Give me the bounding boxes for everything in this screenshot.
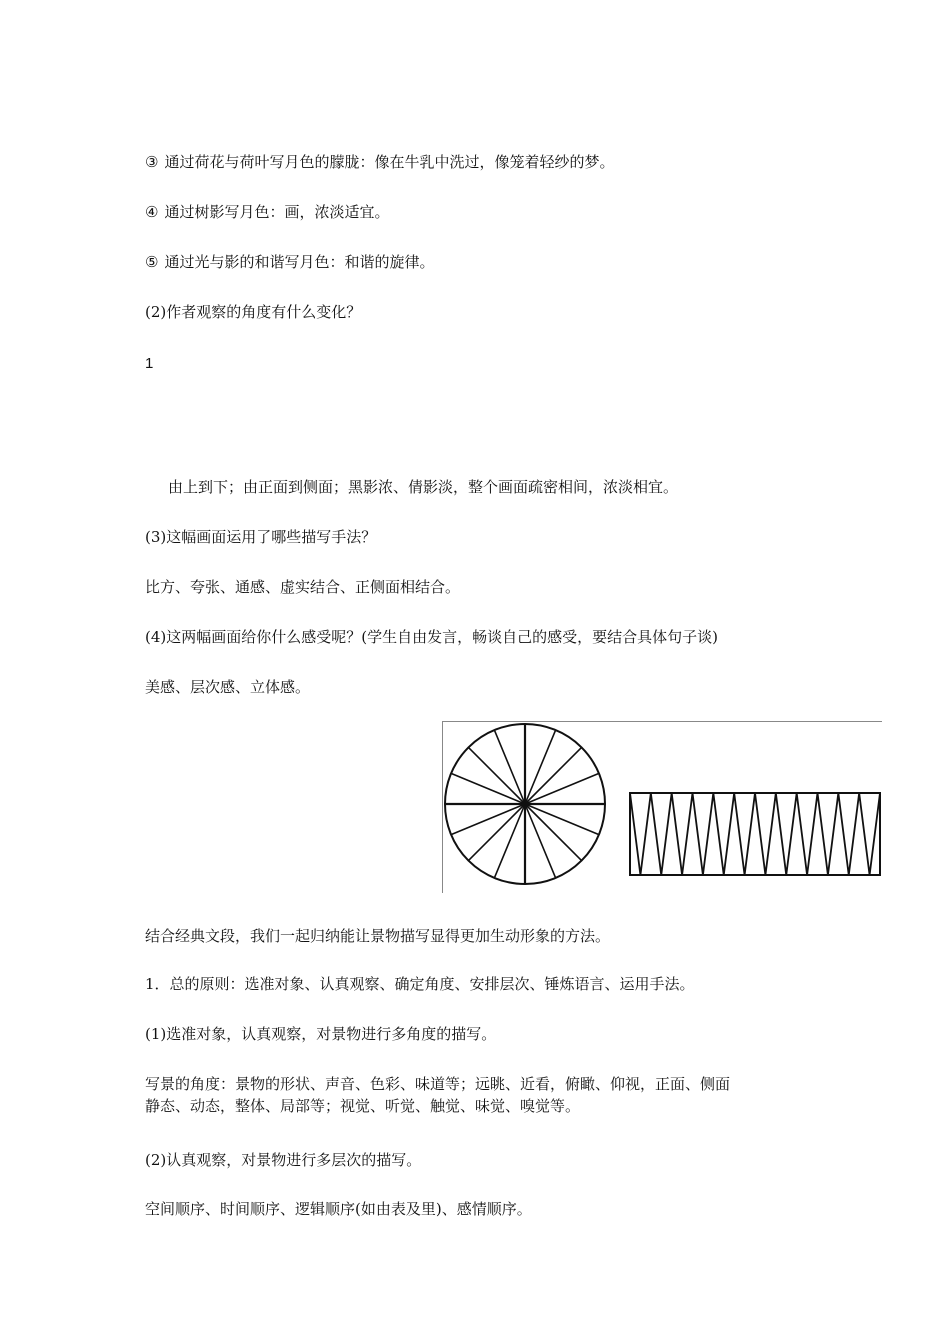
angles-line-2: 静态、动态，整体、局部等；视觉、听觉、触觉、味觉、嗅觉等。 xyxy=(145,1097,581,1115)
wheel-diagram xyxy=(445,724,605,884)
item-4 xyxy=(145,202,389,222)
point-2: (2)认真观察，对景物进行多层次的描写。 xyxy=(145,1151,422,1169)
orders: 空间顺序、时间顺序、逻辑顺序(如由表及里)、感情顺序。 xyxy=(145,1200,532,1218)
wheel-spoke xyxy=(468,804,525,861)
summary-intro: 结合经典文段，我们一起归纳能让景物描写显得更加生动形象的方法。 xyxy=(145,927,611,945)
item-4-text: 通过树影写月色：画，浓淡适宜。 xyxy=(164,203,390,221)
question-4: (4)这两幅画面给你什么感受呢？(学生自由发言，畅谈自己的感受，要结合具体句子谈) xyxy=(145,628,718,646)
principle: 1．总的原则：选准对象、认真观察、确定角度、安排层次、锤炼语言、运用手法。 xyxy=(145,975,695,993)
angles-paragraph xyxy=(145,1073,730,1117)
item-3-text: 通过荷花与荷叶写月色的朦胧：像在牛乳中洗过，像笼着轻纱的梦。 xyxy=(164,153,615,171)
question-2: (2)作者观察的角度有什么变化？ xyxy=(145,303,362,321)
wheel-spoke xyxy=(525,804,582,861)
answer-2: 由上到下；由正面到侧面；黑影浓、倩影淡，整个画面疏密相间，浓淡相宜。 xyxy=(168,478,679,496)
wheel-spoke xyxy=(468,747,525,804)
item-3-marker: ③ xyxy=(145,153,159,171)
page-number: 1 xyxy=(145,355,154,372)
item-3 xyxy=(145,152,614,172)
question-3: (3)这幅画面运用了哪些描写手法？ xyxy=(145,528,377,546)
item-4-marker: ④ xyxy=(145,203,159,221)
answer-3: 比方、夸张、通感、虚实结合、正侧面相结合。 xyxy=(145,578,461,596)
wheel-and-zigzag-figure xyxy=(442,721,882,893)
wheel-spoke xyxy=(525,747,582,804)
zigzag-line xyxy=(630,793,880,875)
zigzag-diagram xyxy=(630,793,880,875)
angles-line-1: 写景的角度：景物的形状、声音、色彩、味道等；远眺、近看，俯瞰、仰视，正面、侧面 xyxy=(145,1075,731,1093)
point-1: (1)选准对象，认真观察，对景物进行多角度的描写。 xyxy=(145,1025,497,1043)
answer-4: 美感、层次感、立体感。 xyxy=(145,678,311,696)
item-5 xyxy=(145,252,434,272)
item-5-marker: ⑤ xyxy=(145,253,159,271)
zigzag-frame xyxy=(630,793,880,875)
item-5-text: 通过光与影的和谐写月色：和谐的旋律。 xyxy=(164,253,435,271)
